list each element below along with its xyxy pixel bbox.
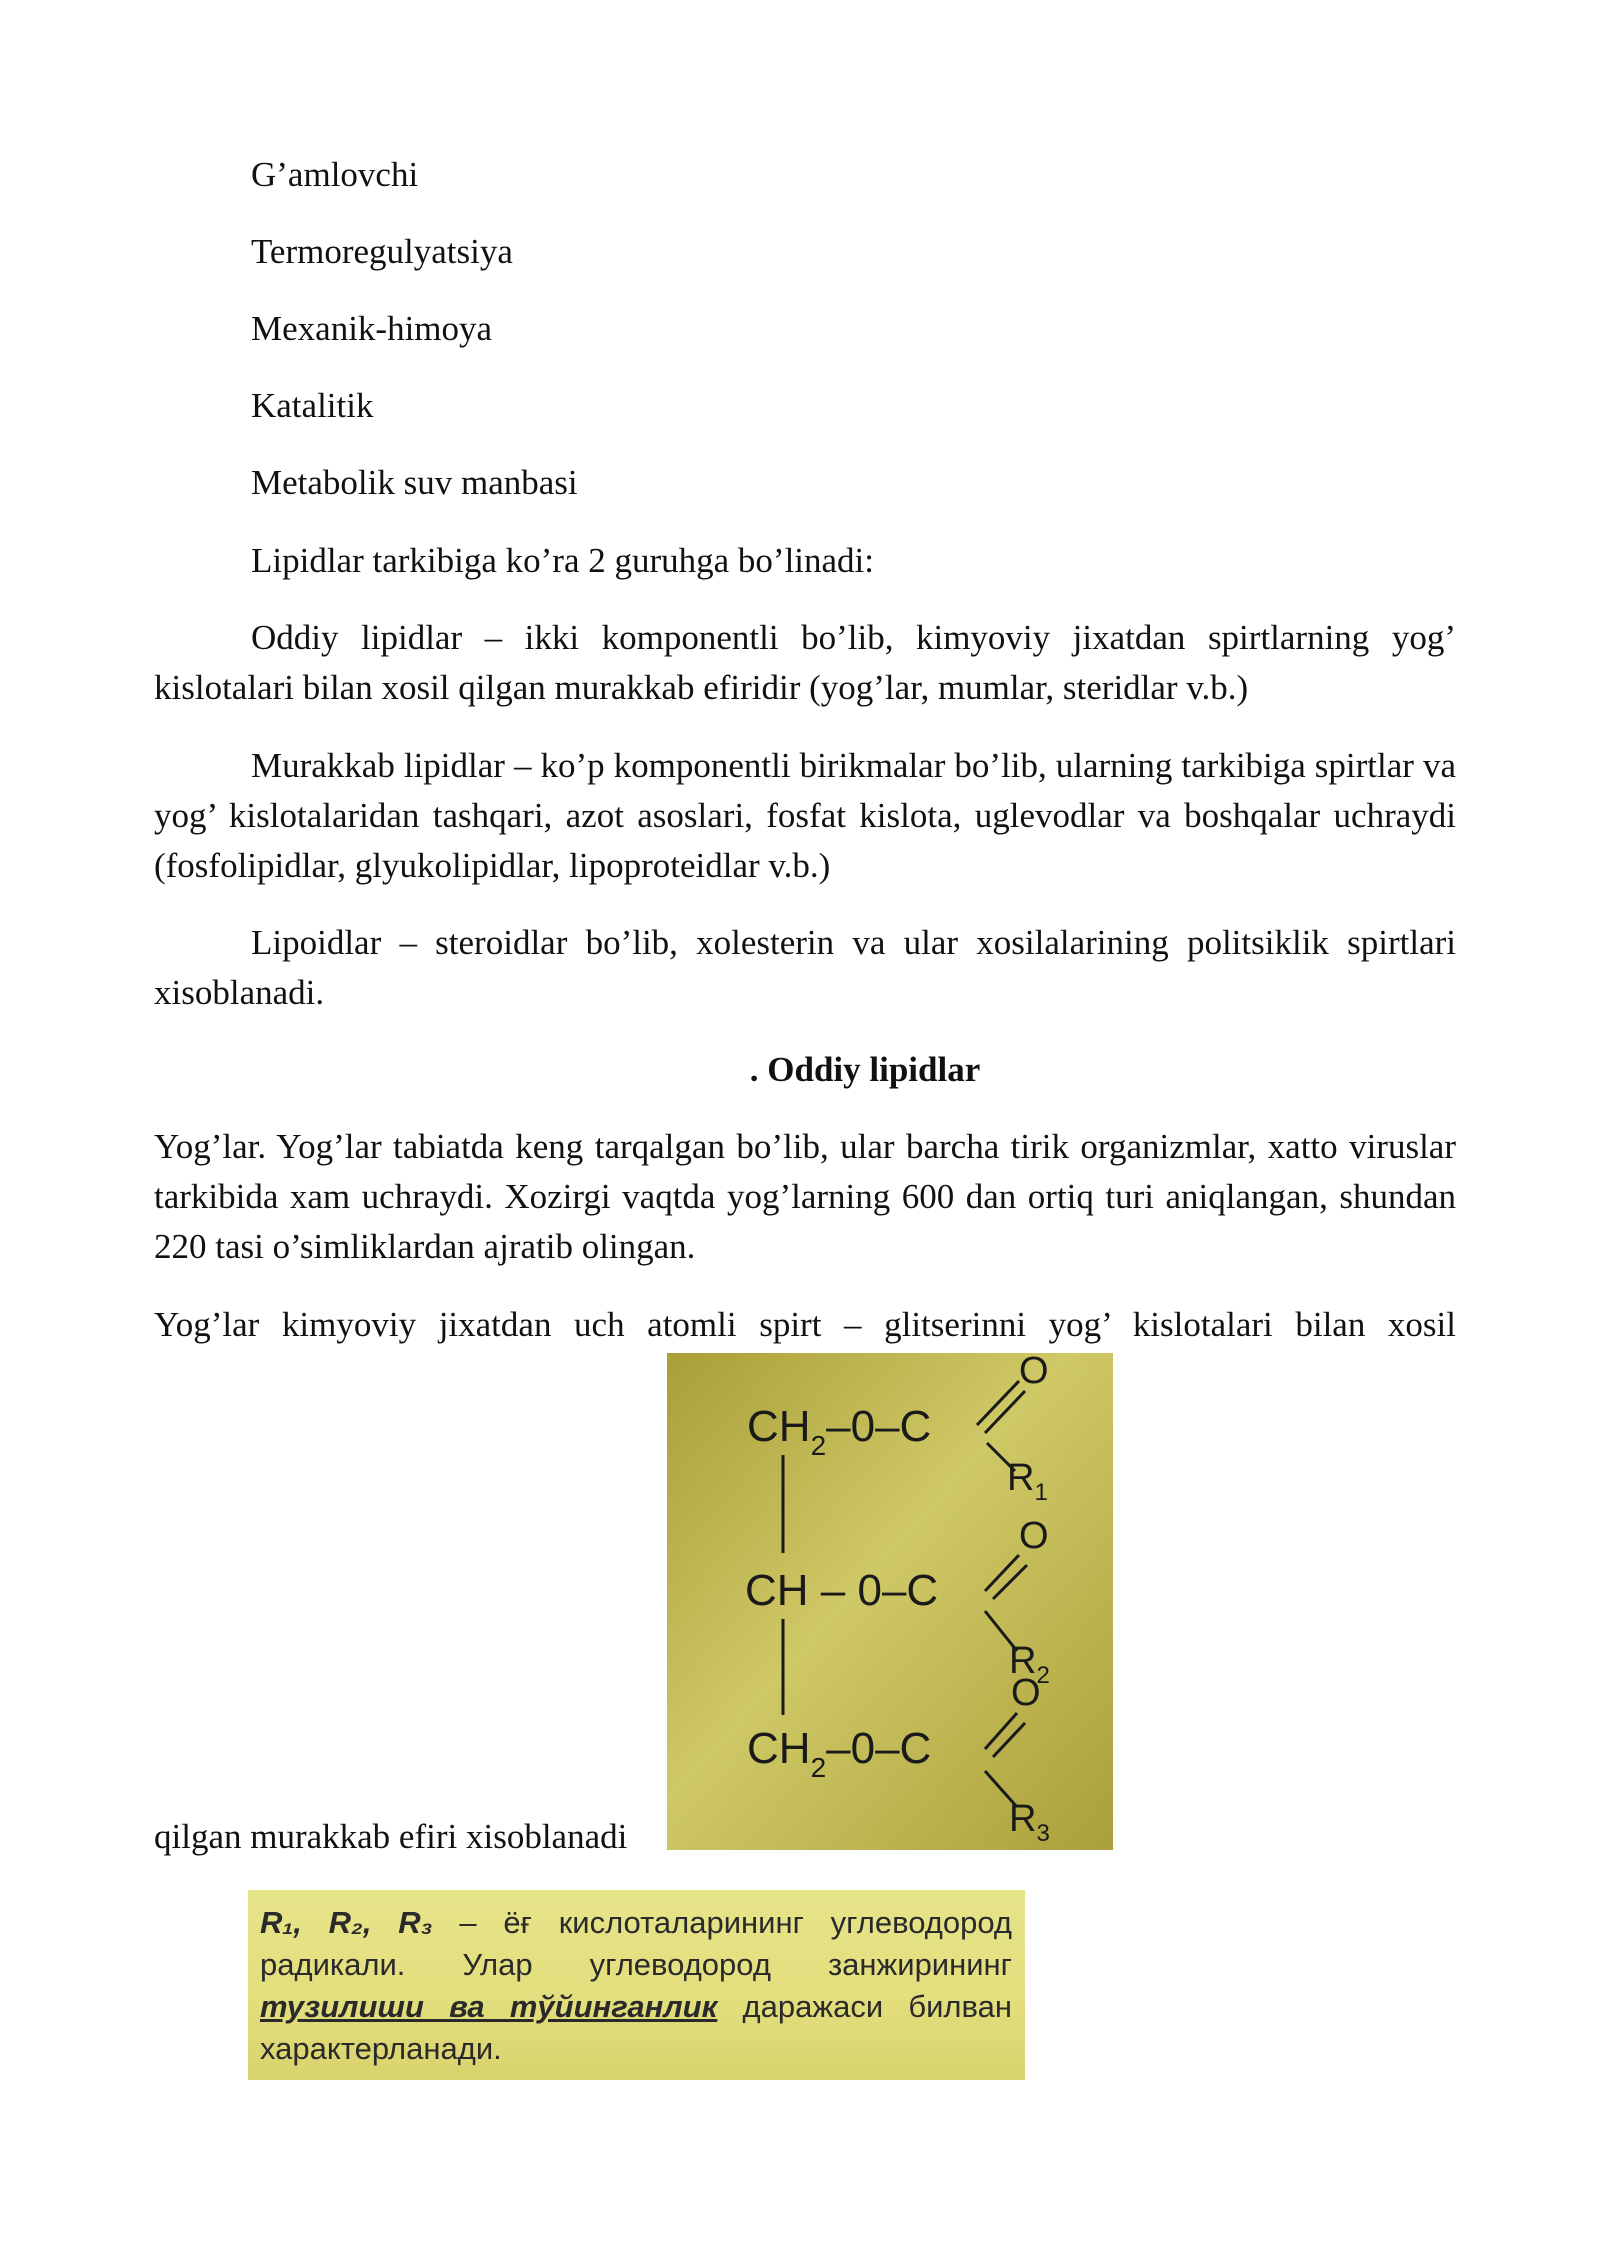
formula-row-2: CH – 0–C	[745, 1566, 939, 1615]
paragraph-yoglar-2-line1: Yog’lar kimyoviy jixatdan uch atomli spirt – glitserinni yog’ kislotalari bilan xosil	[154, 1305, 1456, 1344]
caption-text: R₁, R₂, R₃ – ёғ кислоталарининг углеводород радикали. Улар углеводород занжирининг тузилиши ва тўйинганлик даражаси билван характерланади.	[260, 1905, 1013, 2066]
paragraph-oddiy: Oddiy lipidlar – ikki komponentli bo’lib, kimyoviy jixatdan spirtlarning yog’ kislotalari bilan xosil qilgan murakkab efiridir (yog’lar, mumlar, steridlar v.b.)	[154, 618, 1456, 707]
caption-underlined: тузилиши ва тўйинганлик	[260, 1989, 718, 2024]
caption-labels: R₁, R₂, R₃	[260, 1905, 433, 1940]
list-item: Metabolik suv manbasi	[251, 463, 578, 502]
oxygen-label: O	[1011, 1672, 1041, 1714]
list-item: Termoregulyatsiya	[251, 232, 513, 271]
list-item: Mexanik-himoya	[251, 309, 493, 348]
paragraph-murakkab: Murakkab lipidlar – ko’p komponentli birikmalar bo’lib, ularning tarkibiga spirtlar va yog’ kislotalaridan tashqari, azot asoslari, fosfat kislota, uglevodlar va boshqalar uchraydi (fosfolipidlar, glyukolipidlar, lipoproteidlar v.b.)	[154, 746, 1456, 885]
triglyceride-formula-image	[667, 1353, 1113, 1850]
oxygen-label: O	[1019, 1515, 1049, 1557]
list-item: Katalitik	[251, 386, 374, 425]
caption-image	[248, 1890, 1025, 2080]
paragraph-lipoidlar: Lipoidlar – steroidlar bo’lib, xolesterin va ular xosilalarining politsiklik spirtlari xisoblanadi.	[154, 923, 1456, 1012]
formula-row-3: $CH_2-0-C$	[747, 1724, 932, 1783]
radical-r2: $R_2$	[1009, 1640, 1050, 1689]
section-heading: . Oddiy lipidlar	[749, 1050, 981, 1089]
formula-row-1: $CH_2-0-C$	[747, 1402, 932, 1461]
paragraph-yoglar: Yog’lar. Yog’lar tabiatda keng tarqalgan bo’lib, ular barcha tirik organizmlar, xatto viruslar tarkibida xam uchraydi. Xozirgi vaqtda yog’larning 600 dan ortiq turi aniqlangan, shundan 220 tasi o’simliklardan ajratib olingan.	[154, 1127, 1456, 1266]
paragraph-yoglar-2-line2: qilgan murakkab efiri xisoblanadi	[154, 1817, 628, 1856]
intro-text: Lipidlar tarkibiga ko’ra 2 guruhga bo’linadi:	[251, 541, 875, 580]
oxygen-label: O	[1019, 1353, 1049, 1392]
list-item: G’amlovchi	[251, 155, 419, 194]
radical-r3: $R_3$	[1009, 1798, 1050, 1847]
radical-r1: $R_1$	[1007, 1457, 1048, 1506]
